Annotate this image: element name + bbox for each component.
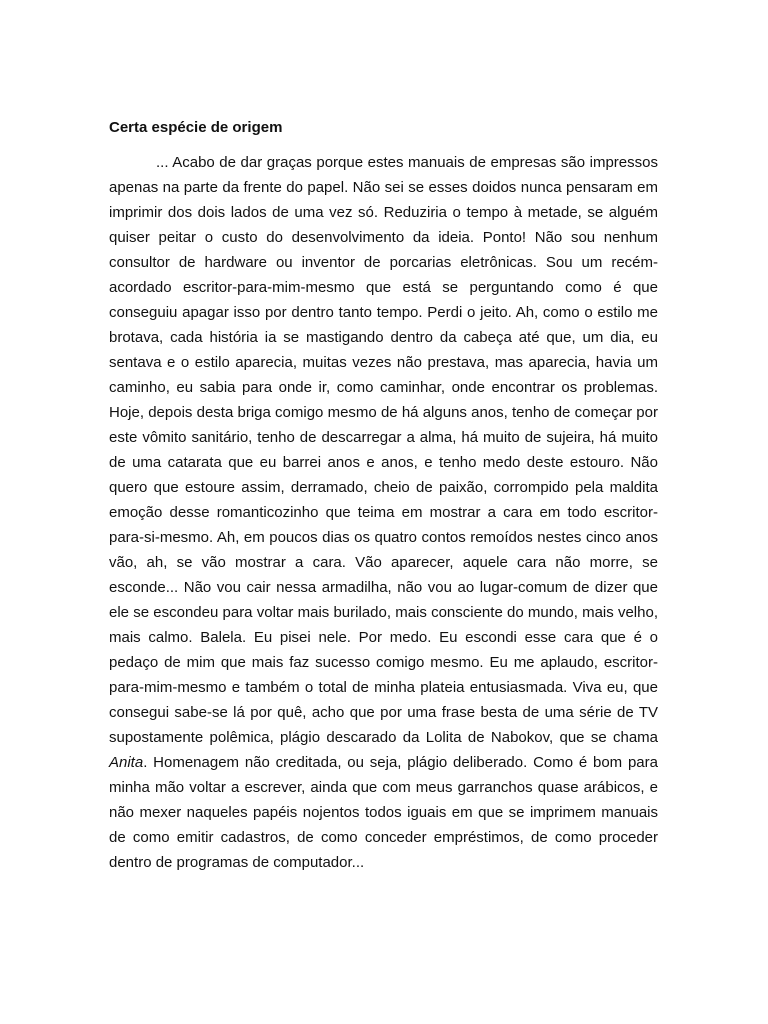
document-title: Certa espécie de origem [109, 119, 283, 136]
paragraph-text-part-2: . Homenagem não creditada, ou seja, plágio deliberado. Como é bom para minha mão voltar a escrever, ainda que com meus garranchos quase arábicos, e não mexer naqueles papéis nojentos todos iguais em que se imprimem manuais de como emitir cadastros, de como conceder empréstimos, de como proceder dentro de programas de computador... [109, 754, 658, 871]
italic-series-title: Anita [109, 754, 144, 771]
paragraph-text-part-1: ... Acabo de dar graças porque estes manuais de empresas são impressos apenas na parte da frente do papel. Não sei se esses doidos nunca pensaram em imprimir dos dois lados de uma vez só. Reduziria o tempo à metade, se alguém quiser peitar o custo do desenvolvimento da ideia. Ponto! Não sou nenhum consultor de hardware ou inventor de porcarias eletrônicas. Sou um recém-acordado escritor-para-mim-mesmo que está se perguntando como é que conseguiu apagar isso por dentro tanto tempo. Perdi o jeito. Ah, como o estilo me brotava, cada história ia se mastigando dentro da cabeça até que, um dia, eu sentava e o estilo aparecia, muitas vezes não prestava, mas aparecia, havia um caminho, eu sabia para onde ir, como caminhar, onde encontrar os problemas. Hoje, depois desta briga comigo mesmo de há alguns anos, tenho de começar por este vômito sanitário, tenho de descarregar a alma, há muito de sujeira, há muito de uma catarata que eu barrei anos e anos, e tenho medo deste estouro. Não quero que estoure assim, derramado, cheio de paixão, corrompido pela maldita emoção desse romanticozinho que teima em mostrar a cara em todo escritor-para-si-mesmo. Ah, em poucos dias os quatro contos remoídos nestes cinco anos vão, ah, se vão mostrar a cara. Vão aparecer, aquele cara não morre, se esconde... Não vou cair nessa armadilha, não vou ao lugar-comum de dizer que ele se escondeu para voltar mais burilado, mais consciente do mundo, mais velho, mais calmo. Balela. Eu pisei nele. Por medo. Eu escondi esse cara que é o pedaço de mim que mais faz sucesso comigo mesmo. Eu me aplaudo, escritor-para-mim-mesmo e também o total de minha plateia entusiasmada. Viva eu, que consegui sabe-se lá por quê, acho que por uma frase besta de uma série de TV supostamente polêmica, plágio descarado da Lolita de Nabokov, que se chama [109, 154, 658, 746]
body-paragraph [109, 150, 658, 875]
document-page [109, 118, 658, 875]
